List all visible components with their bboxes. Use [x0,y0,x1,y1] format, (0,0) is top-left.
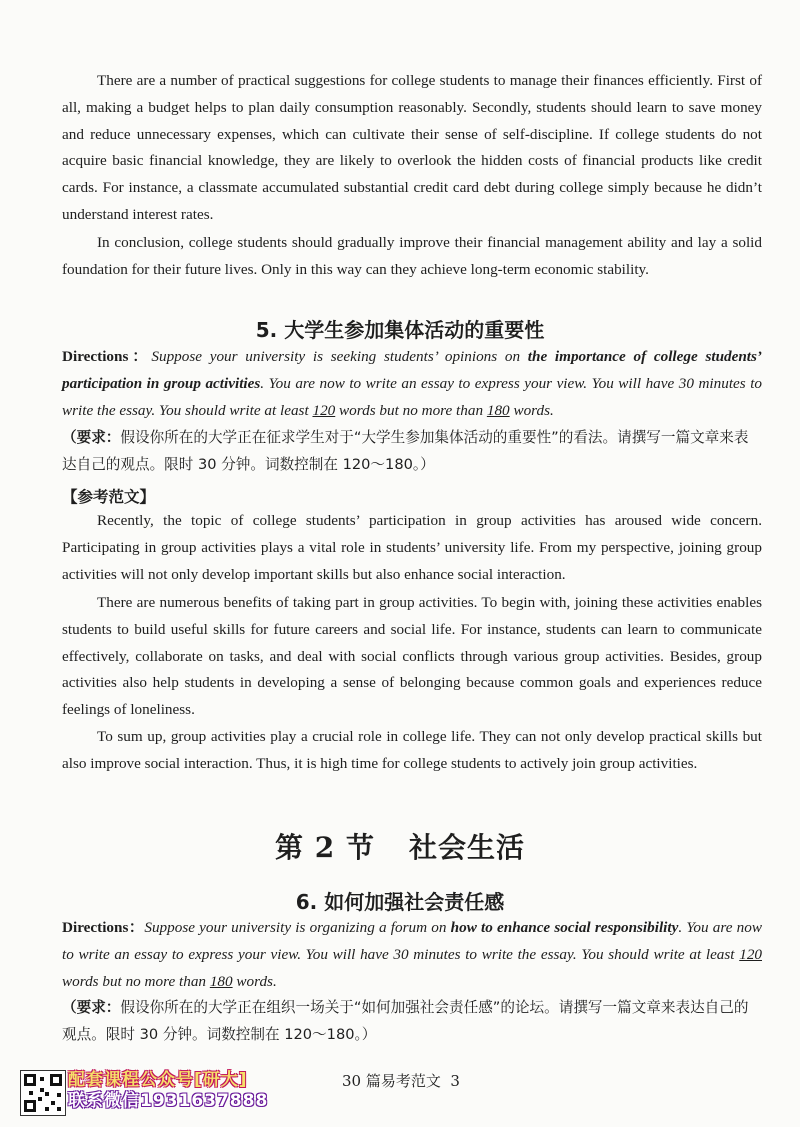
requirement-text: 假设你所在的大学正在征求学生对于“大学生参加集体活动的重要性”的看法。请撰写一篇文章来表达自己的观点。限时 30 分钟。词数控制在 120～180。） [62,429,749,473]
directions-text: words but no more than [335,401,487,419]
min-words: 120 [739,945,762,963]
page-number [342,1070,460,1091]
directions-text: Suppose your university is seeking students’ opinions on [151,348,528,365]
requirement-5 [62,425,762,479]
max-words: 180 [486,401,510,419]
promo-line-1: 配套课程公众号[研大] [68,1070,248,1090]
page-footer [0,1070,800,1110]
promo-watermark [68,1070,313,1112]
essay-paragraph: There are a number of practical suggestions for college students to manage their finances efficiently. First of all, making a budget helps to plan daily consumption reasonably. Secondly, students should learn to save money and reduce unnecessary expenses, which can cultivate their sense of self-discipline. If college students do not acquire basic financial knowledge, they are likely to overlook the hidden costs of financial products like credit cards. For instance, a classmate accumulated substantial credit card debt during college simply because he didn’t understand interest rates. [62,72,762,223]
directions-text: words but no more than [62,972,210,990]
directions-text: . You are now to write an essay to express your view. You will have 30 minutes to write the essay. You should write at least [62,919,762,963]
page-label: 30 篇易考范文 [342,1072,441,1090]
section-title-6: 6. 如何加强社会责任感 [295,890,505,914]
min-words: 120 [312,401,336,419]
qr-code-icon [20,1070,66,1116]
max-words: 180 [209,972,233,990]
essay-paragraph: In conclusion, college students should gradually improve their financial management ability and lay a solid foundation for their future lives. Only in this way can they achieve long-term economic stability. [62,234,762,278]
directions-text: Suppose your university is organizing a forum on [144,919,451,936]
directions-label: Directions： [62,919,145,936]
chapter-heading [0,826,800,866]
directions-6 [62,915,762,995]
directions-text: words. [232,972,277,990]
requirement-label: （要求： [62,999,121,1016]
page-number-value: 3 [450,1072,460,1090]
requirement-label: （要求： [62,429,121,446]
section-title-5: 5. 大学生参加集体活动的重要性 [255,318,545,342]
essay-paragraph: Recently, the topic of college students’ participation in group activities has aroused wide concern. Participating in group activities plays a vital role in students’ university life. From my perspective, joining group activities will not only develop important skills but also enhance social interaction. [62,512,762,583]
chapter-name: 社会生活 [408,831,525,864]
reference-essay-label: 【参考范文】 [62,488,156,506]
directions-topic: how to enhance social responsibility [450,919,679,936]
directions-label: Directions： [62,348,152,365]
requirement-text: 假设你所在的大学正在组织一场关于“如何加强社会责任感”的论坛。请撰写一篇文章来表达自己的观点。限时 30 分钟。词数控制在 120～180。） [62,999,749,1043]
promo-line-2: 联系微信1931637888 [68,1091,269,1111]
essay-paragraph: To sum up, group activities play a crucial role in college life. They can not only develop practical skills but also improve social interaction. Thus, it is high time for college students to actively join group activities. [62,728,762,772]
directions-topic: the importance of college students’ participation in group activities [62,348,762,392]
requirement-6 [62,995,762,1049]
directions-5 [62,344,762,424]
directions-text: words. [509,401,554,419]
chapter-number: 第 2 节 [275,831,375,864]
essay-paragraph: There are numerous benefits of taking part in group activities. To begin with, joining these activities enables students to build useful skills for future careers and social life. For instance, students can learn to communicate effectively, collaborate on tasks, and deal with social conflicts through various group activities. Besides, group activities also help students in developing a sense of belonging because common goals and experiences reduce feelings of loneliness. [62,594,762,719]
directions-text: . You are now to write an essay to express your view. You will have 30 minutes to write the essay. You should write at least [62,374,763,419]
